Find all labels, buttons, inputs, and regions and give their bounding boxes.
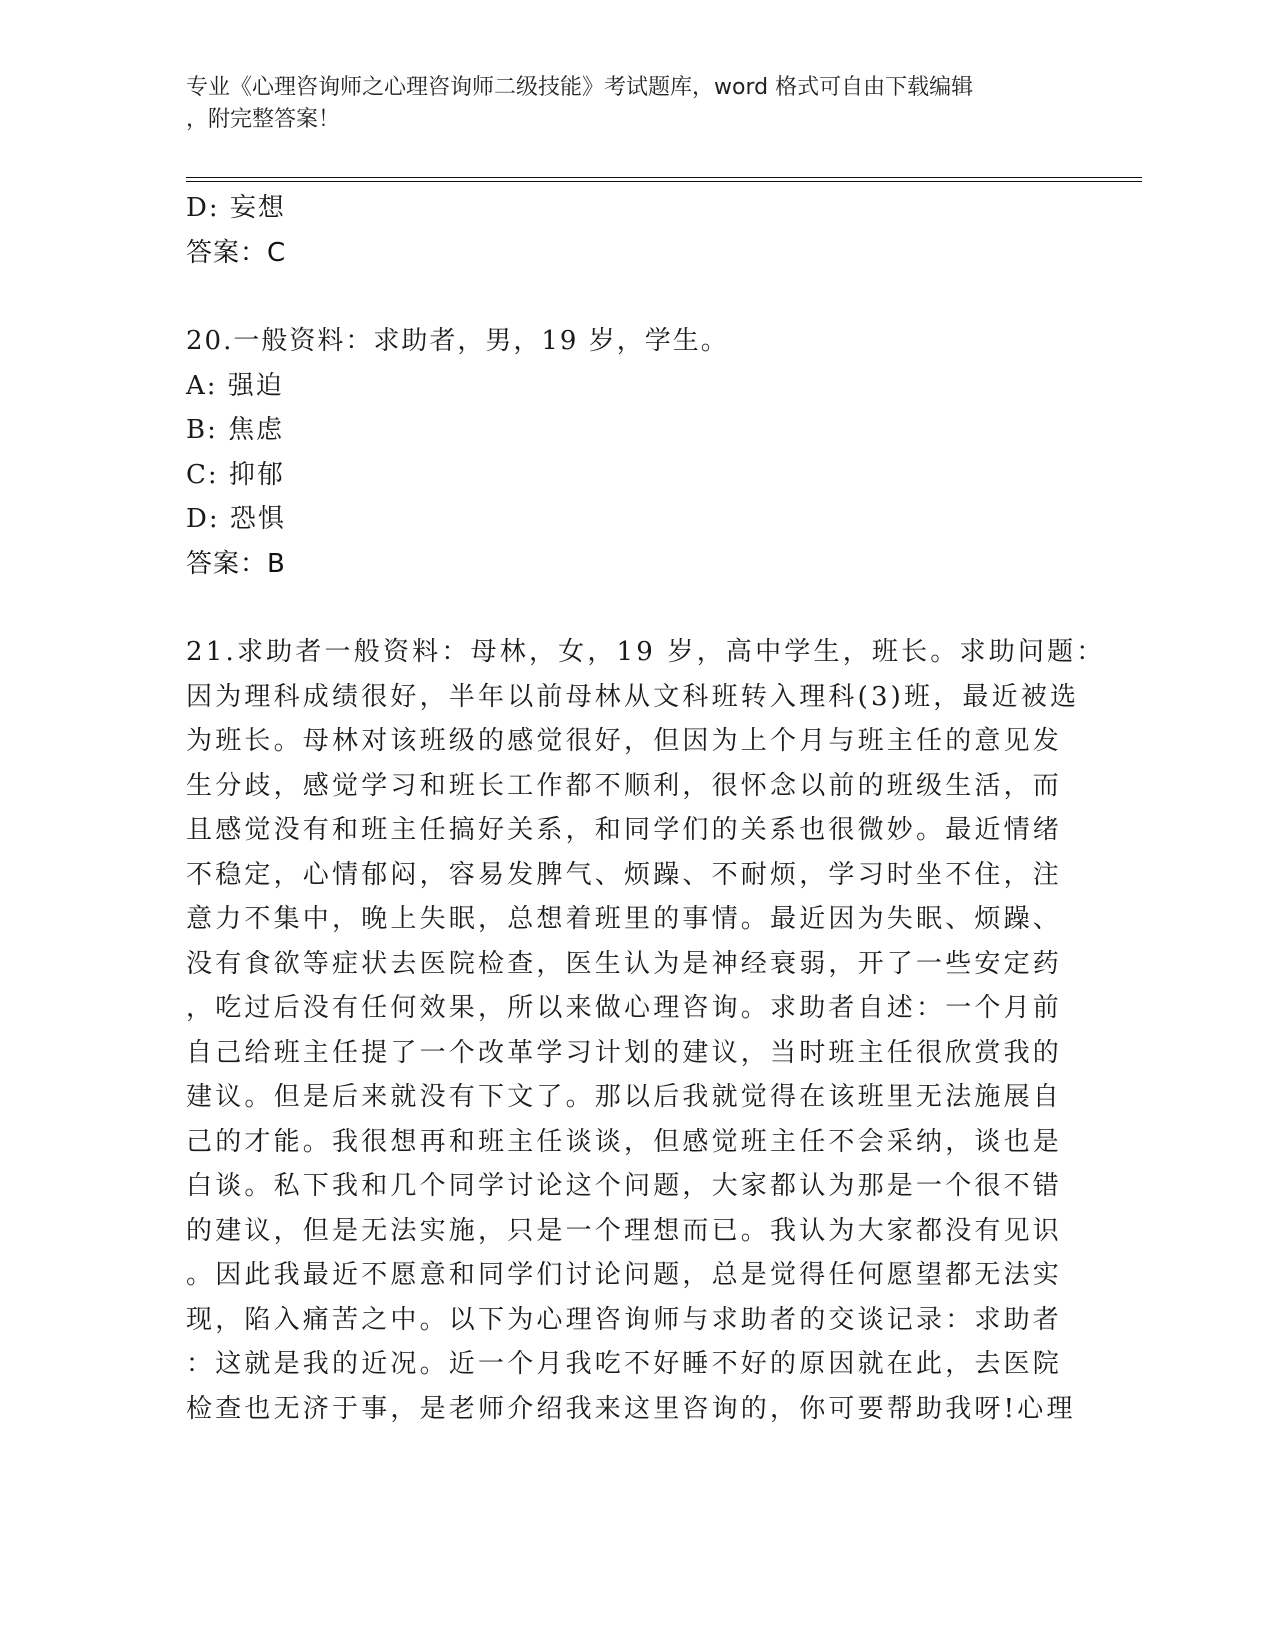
question-line: 因为理科成绩很好，半年以前母林从文科班转入理科(3)班，最近被选 — [186, 681, 1080, 712]
option-c: C: 抑郁 — [186, 459, 285, 490]
question-line: 现，陷入痛苦之中。以下为心理咨询师与求助者的交谈记录：求助者 — [186, 1304, 1063, 1335]
question-line: 不稳定，心情郁闷，容易发脾气、烦躁、不耐烦，学习时坐不住，注 — [186, 859, 1063, 890]
option-d: D: 恐惧 — [186, 504, 286, 534]
question-line: 为班长。母林对该班级的感觉很好，但因为上个月与班主任的意见发 — [186, 726, 1063, 756]
question-text: 20.一般资料：求助者，男，19 岁，学生。 — [186, 326, 729, 356]
header-line-2: ，附完整答案！ — [186, 107, 341, 132]
header-divider-bottom — [186, 181, 1142, 182]
page-header — [186, 72, 1086, 136]
answer-label: 答案：B — [186, 548, 286, 579]
option-d: D: 妄想 — [186, 193, 286, 223]
question-line: 生分歧，感觉学习和班长工作都不顺利，很怀念以前的班级生活，而 — [186, 770, 1063, 801]
question-19-tail — [186, 186, 1086, 275]
header-line-1: 专业《心理咨询师之心理咨询师二级技能》考试题库，word 格式可自由下载编辑 — [186, 75, 974, 100]
question-line: 建议。但是后来就没有下文了。那以后我就觉得在该班里无法施展自 — [186, 1082, 1063, 1112]
header-divider-top — [186, 177, 1142, 178]
question-line: 。因此我最近不愿意和同学们讨论问题，总是觉得任何愿望都无法实 — [186, 1260, 1063, 1290]
question-line: 的建议，但是无法实施，只是一个理想而已。我认为大家都没有见识 — [186, 1215, 1063, 1246]
document-body — [186, 186, 1106, 1431]
question-line: 21.求助者一般资料：母林，女，19 岁，高中学生，班长。求助问题： — [186, 637, 1106, 667]
question-line: 没有食欲等症状去医院检查，医生认为是神经衰弱，开了一些安定药 — [186, 948, 1063, 979]
question-line: 自己给班主任提了一个改革学习计划的建议，当时班主任很欣赏我的 — [186, 1037, 1063, 1068]
spacer — [186, 586, 1086, 630]
question-line: 且感觉没有和班主任搞好关系，和同学们的关系也很微妙。最近情绪 — [186, 815, 1063, 845]
question-line: 白谈。私下我和几个同学讨论这个问题，大家都认为那是一个很不错 — [186, 1171, 1063, 1201]
option-b: B: 焦虑 — [186, 415, 285, 445]
spacer — [186, 275, 1086, 319]
question-line: ，吃过后没有任何效果，所以来做心理咨询。求助者自述：一个月前 — [186, 993, 1063, 1023]
question-line: ：这就是我的近况。近一个月我吃不好睡不好的原因就在此，去医院 — [186, 1349, 1063, 1379]
question-line: 意力不集中，晚上失眠，总想着班里的事情。最近因为失眠、烦躁、 — [186, 904, 1063, 934]
question-line: 己的才能。我很想再和班主任谈谈，但感觉班主任不会采纳，谈也是 — [186, 1126, 1063, 1157]
question-20 — [186, 319, 1086, 586]
question-line: 检查也无济于事，是老师介绍我来这里咨询的，你可要帮助我呀!心理 — [186, 1393, 1076, 1424]
question-21 — [186, 630, 1106, 1431]
option-a: A: 强迫 — [186, 370, 284, 401]
answer-label: 答案：C — [186, 237, 287, 268]
